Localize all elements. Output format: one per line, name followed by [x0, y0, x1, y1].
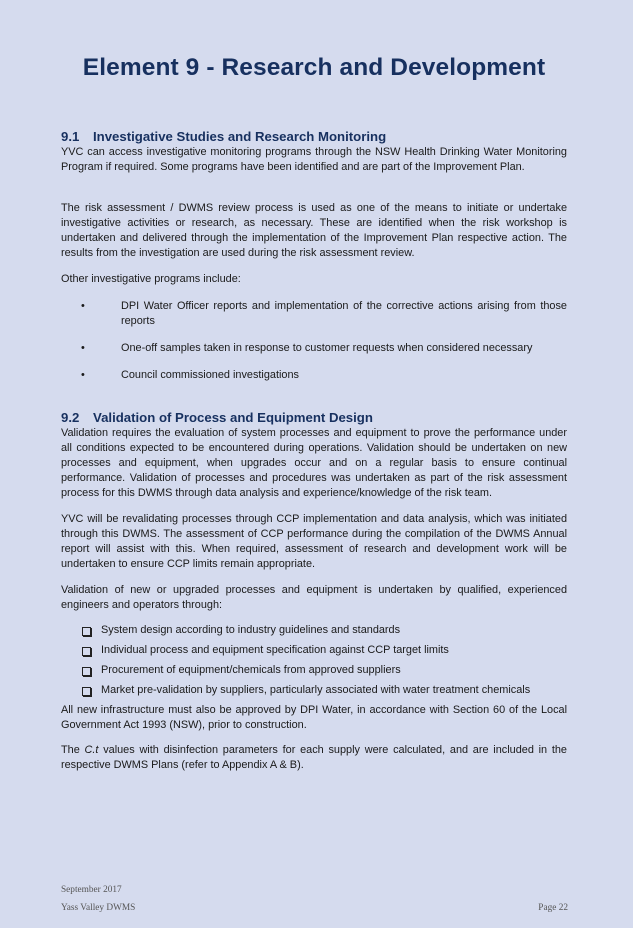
bullet-icon: •: [81, 342, 85, 354]
bullet-icon: •: [81, 300, 85, 312]
checkbox-icon: [82, 667, 91, 676]
section-title: Validation of Process and Equipment Design: [93, 410, 373, 425]
footer-date: September 2017: [61, 885, 122, 895]
section-heading-9-1: [61, 129, 567, 144]
ct-term: C.t: [84, 744, 99, 756]
list-item-text: DPI Water Officer reports and implementation of the corrective actions arising from those reports: [121, 300, 567, 327]
paragraph: Validation requires the evaluation of system processes and equipment to prove the performance under all conditions expected to be encountered during operations. Validation should be undertaken on new processes and equipment, when upgrades occur and on a regular basis to ensure continual performance. Validation of processes and procedures was undertaken as part of the risk assessment process for this DWMS through data analysis and experience/knowledge of the risk team.: [61, 427, 567, 499]
checkbox-icon: [82, 687, 91, 696]
text-run: The: [61, 744, 85, 756]
paragraph: The risk assessment / DWMS review process is used as one of the means to initiate or undertake investigative activities or research, as necessary. These are identified when the risk workshop is undertaken and delivered through the implementation of the Improvement Plan respective action. The results from the investigation are used during the risk assessment review.: [61, 202, 567, 259]
checklist-item-text: Individual process and equipment specification against CCP target limits: [101, 644, 449, 656]
footer-document-name: Yass Valley DWMS: [61, 903, 136, 913]
text-run: values with disinfection parameters for each supply were calculated, and are included in the respective DWMS Plans (refer to Appendix A & B).: [61, 744, 567, 771]
section-number: 9.2: [61, 410, 80, 425]
list-item-text: One-off samples taken in response to customer requests when considered necessary: [121, 342, 533, 354]
paragraph: Validation of new or upgraded processes and equipment is undertaken by qualified, experienced engineers and operators through:: [61, 584, 567, 611]
footer-page-number: Page 22: [538, 903, 568, 913]
checklist-item-text: Market pre-validation by suppliers, particularly associated with water treatment chemicals: [101, 684, 531, 696]
checkbox-icon: [82, 627, 91, 636]
bullet-icon: •: [81, 369, 85, 381]
section-heading-9-2: [61, 410, 567, 425]
paragraph: YVC can access investigative monitoring programs through the NSW Health Drinking Water Monitoring Program if required. Some programs have been identified and are part of the Improvement Plan.: [61, 146, 567, 173]
checklist-item-text: Procurement of equipment/chemicals from approved suppliers: [101, 664, 401, 676]
section-number: 9.1: [61, 129, 80, 144]
list-item-text: Council commissioned investigations: [121, 369, 299, 381]
checkbox-icon: [82, 647, 91, 656]
paragraph: [61, 743, 567, 773]
checklist-item-text: System design according to industry guidelines and standards: [101, 624, 401, 636]
paragraph: YVC will be revalidating processes through CCP implementation and data analysis, which was initiated through this DWMS. The assessment of CCP performance during the compilation of the DWMS Annual report will assist with this. When required, assessment of research and development work will be undertaken to ensure CCP limits remain appropriate.: [61, 513, 567, 570]
paragraph: Other investigative programs include:: [61, 273, 241, 285]
section-title: Investigative Studies and Research Monitoring: [93, 129, 387, 144]
paragraph: All new infrastructure must also be approved by DPI Water, in accordance with Section 60 of the Local Government Act 1993 (NSW), prior to construction.: [61, 704, 567, 731]
page-title: Element 9 - Research and Development: [82, 54, 546, 81]
